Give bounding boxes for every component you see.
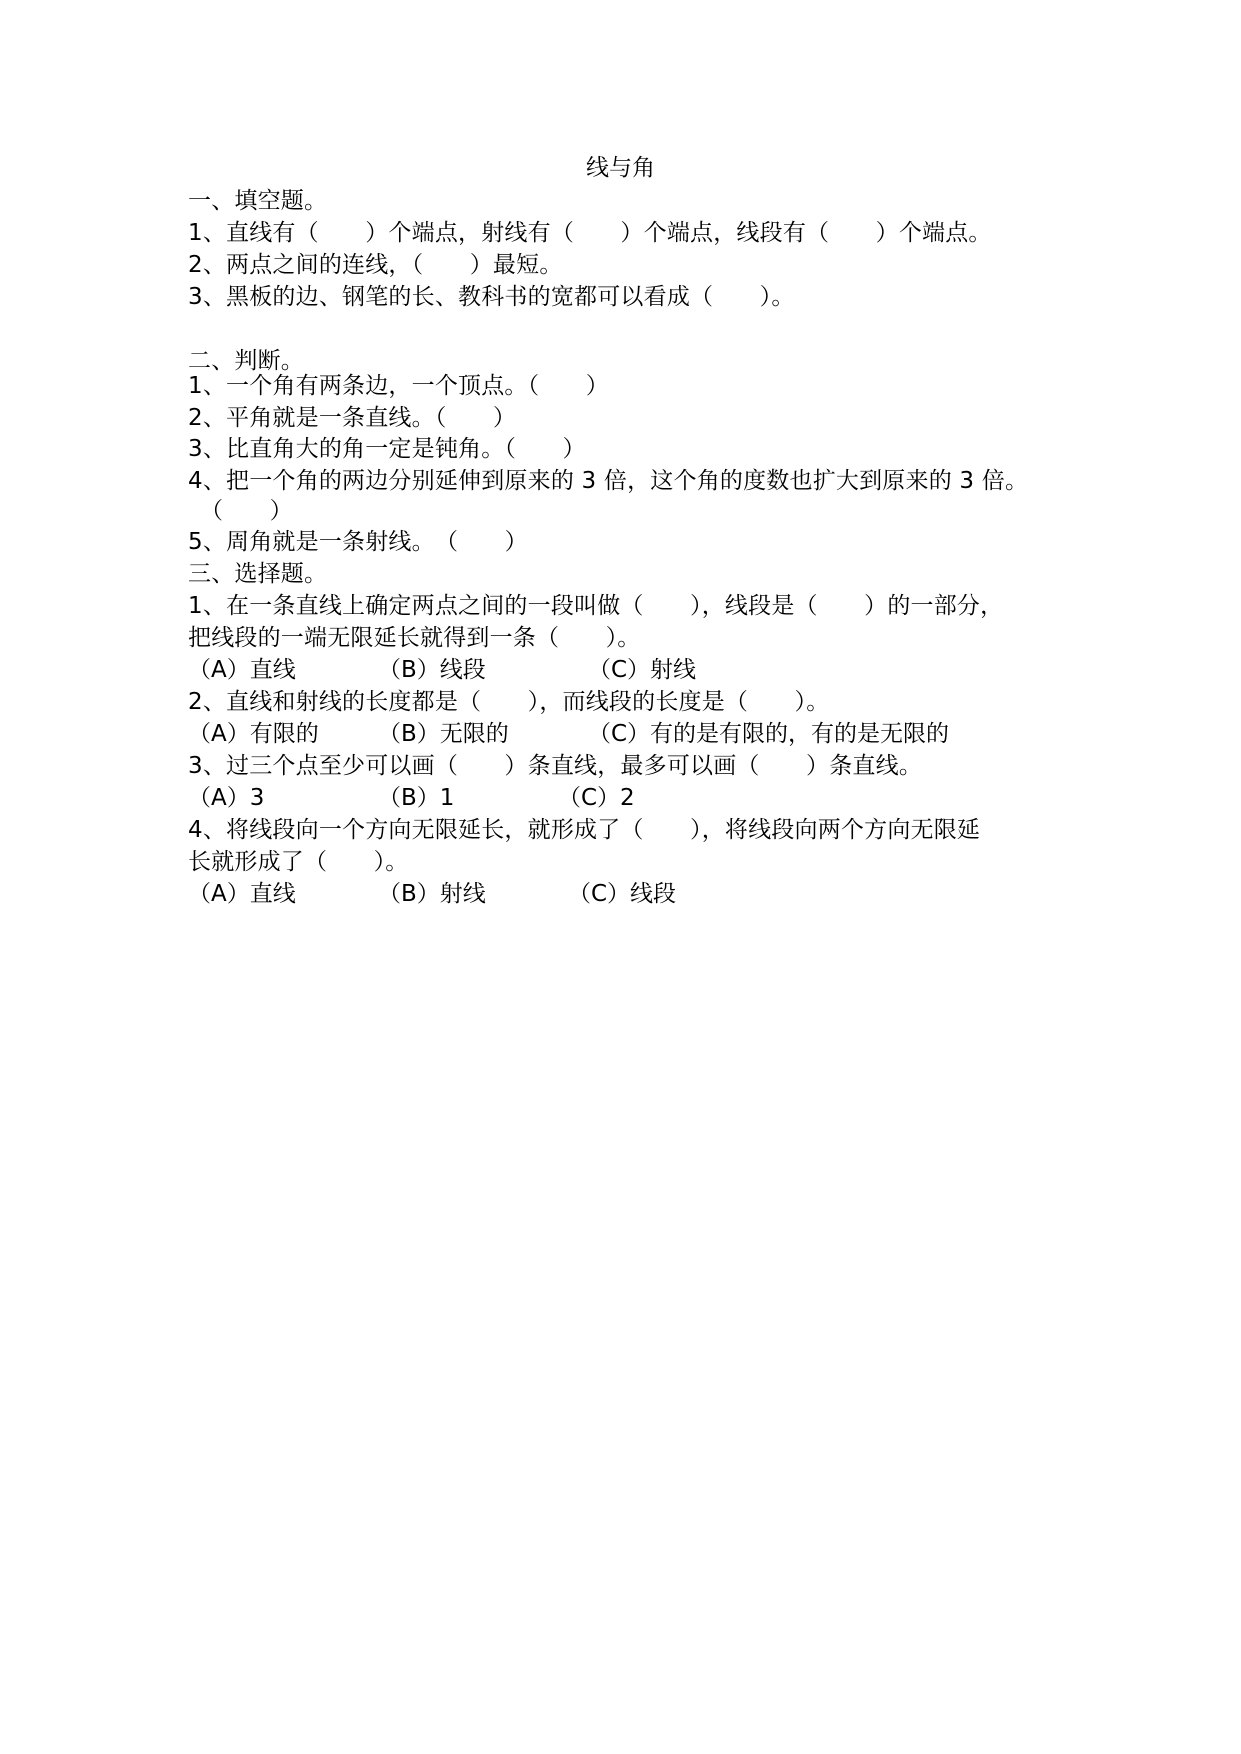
fill-blank-question-2: 2、两点之间的连线，（ ）最短。 [188,252,563,278]
section-heading-fill-blank: 一、填空题。 [188,188,328,214]
choice-2-option-c: （C）有的是有限的，有的是无限的 [588,721,950,747]
choice-1-option-a: （A）直线 [188,657,296,683]
choice-2-option-a: （A）有限的 [188,721,319,747]
judgement-question-5: 5、周角就是一条射线。 （ ） [188,529,528,555]
choice-3-option-b: （B）1 [378,785,455,811]
section-heading-judgement: 二、判断。 [188,348,304,374]
choice-4-option-b: （B）射线 [378,881,486,907]
choice-question-3: 3、过三个点至少可以画（ ）条直线，最多可以画（ ）条直线。 [188,753,923,779]
page-title: 线与角 [586,155,655,181]
judgement-question-4: 4、把一个角的两边分别延伸到原来的 3 倍，这个角的度数也扩大到原来的 3 倍。 [188,468,1029,494]
choice-4-option-a: （A）直线 [188,881,296,907]
judgement-question-4-blank: （ ） [200,498,293,524]
fill-blank-question-1: 1、直线有（ ）个端点，射线有（ ）个端点，线段有（ ）个端点。 [188,220,992,246]
choice-4-option-c: （C）线段 [568,881,677,907]
fill-blank-question-3: 3、黑板的边、钢笔的长、教科书的宽都可以看成（ ）。 [188,284,795,310]
choice-question-4-continued: 长就形成了（ ）。 [188,849,409,875]
choice-question-4: 4、将线段向一个方向无限延长，就形成了（ ），将线段向两个方向无限延 [188,817,981,843]
choice-question-1-continued: 把线段的一端无限延长就得到一条（ ）。 [188,625,641,651]
section-heading-multiple-choice: 三、选择题。 [188,561,328,587]
choice-3-option-a: （A）3 [188,785,265,811]
choice-question-1: 1、在一条直线上确定两点之间的一段叫做（ ），线段是（ ）的一部分， [188,593,1004,619]
judgement-question-3: 3、比直角大的角一定是钝角。（ ） [188,436,586,462]
choice-1-option-c: （C）射线 [588,657,697,683]
choice-3-option-c: （C）2 [558,785,635,811]
choice-question-2: 2、直线和射线的长度都是（ ），而线段的长度是（ ）。 [188,689,830,715]
choice-1-option-b: （B）线段 [378,657,486,683]
judgement-question-1: 1、一个角有两条边，一个顶点。（ ） [188,373,609,399]
judgement-question-2: 2、平角就是一条直线。（ ） [188,405,517,431]
choice-2-option-b: （B）无限的 [378,721,509,747]
